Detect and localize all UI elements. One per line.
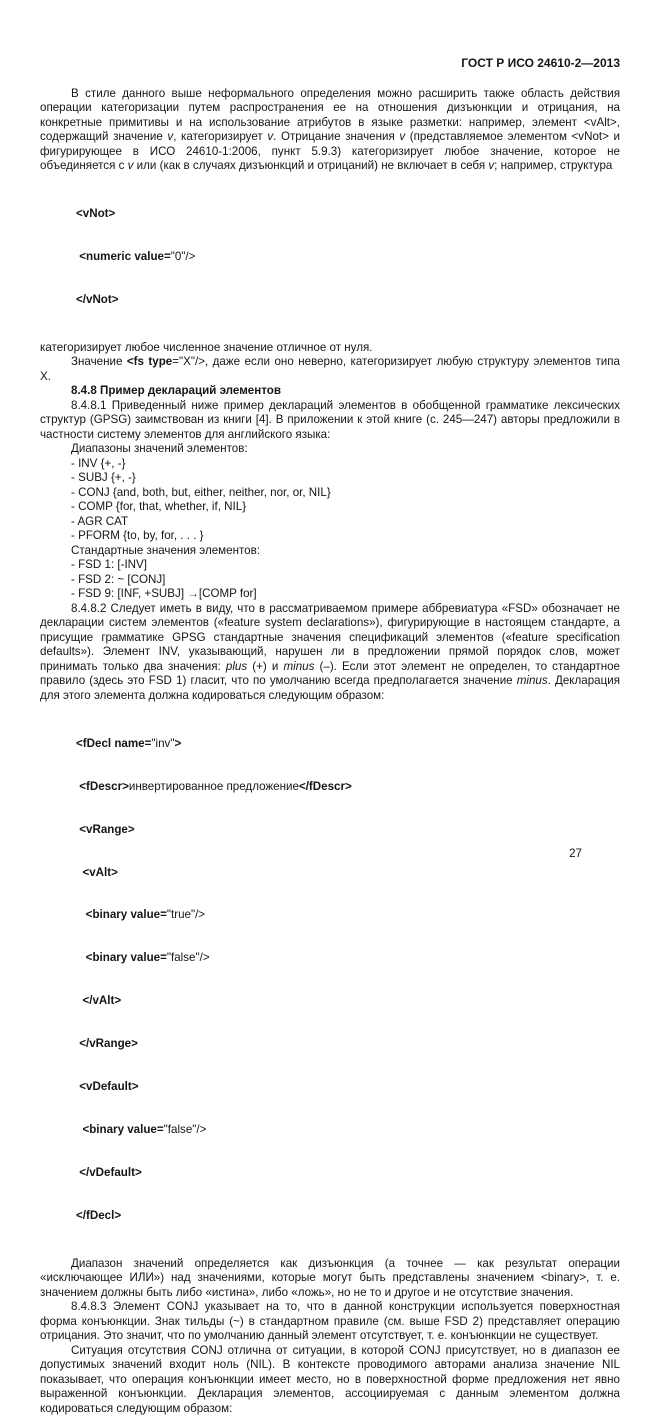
code-line: <binary value="true"/>	[85, 908, 206, 922]
code-line: </vAlt>	[82, 994, 122, 1008]
paragraph-conj-absence: Ситуация отсутствия CONJ отлична от ситуации, в которой CONJ присутствует, но в диапазон ее допустимых значений входит ноль (NIL). В контексте проводимого авторами анализа значение NIL показывает, что операция конъюнкции имеет место, но в поверхностной форме предложения нет явно выраженной конъюнкции. Декларация элементов, ассоциируемая с данным элементом должна кодироваться следующим образом:	[40, 1343, 620, 1415]
running-header: ГОСТ Р ИСО 24610-2—2013	[461, 56, 620, 70]
code-line: <numeric value="0"/>	[79, 249, 196, 263]
paragraph-range-disjunction: Диапазон значений определяется как дизъюнкция (а точнее — как результат операции «исключающее ИЛИ») над значениями, которые могут быть представлены значением <binary>, т. е. значением должны быть либо «истина», либо «ложь», но не то и другое и не отсутствие значения.	[40, 1256, 620, 1299]
feature-ranges-list	[40, 457, 620, 544]
code-block-fdecl	[76, 708, 620, 1251]
page-number: 27	[569, 847, 582, 860]
list-title-ranges: Диапазоны значений элементов:	[71, 442, 248, 456]
code-line: <binary value="false"/>	[85, 951, 210, 965]
paragraph-8-4-8-2: 8.4.8.2 Следует иметь в виду, что в рассматриваемом примере аббревиатура «FSD» обозначает не декларации систем элементов («feature system declarations»), фигурирующие в настоящем стандарте, а присущие грамматике GPSG стандартные значения спецификаций элементов («feature specification defaults»). Элемент INV, указывающий, нарушен ли в предложении прямой порядок слов, может принимать только два значения: plus (+) и minus (–). Если этот элемент не определен, то стандартное правило (здесь это FSD 1) гласит, что по умолчанию всегда предполагается значение minus. Декларация для этого элемента должна кодироваться следующим образом:	[40, 601, 621, 702]
list-item: - FSD 1: [-INV]	[71, 558, 148, 572]
list-item: - INV {+, -}	[71, 456, 126, 470]
section-heading-8-4-8: 8.4.8 Пример деклараций элементов	[71, 384, 281, 398]
list-item: - COMP {for, that, whether, if, NIL}	[71, 500, 247, 514]
paragraph-intro: В стиле данного выше неформального определения можно расширить также область действия операции категоризации путем распространения ее на отношения дизъюнкции и отрицания, на конкретные примитивы и на использование атрибутов в языке разметки: например, элемент <vAlt>, содержащий значение v, категоризирует v. Отрицание значения v (представляемое элементом <vNot> и фигурирующее в ИСО 24610-1:2006, пункт 5.9.3) категоризирует любое значение, которое не объединяется с v или (как в случаях дизъюнкций и отрицаний) не включает в себя v; например, структура	[40, 86, 620, 172]
code-block-vnot	[76, 179, 620, 336]
paragraph-8-4-8-1: 8.4.8.1 Приведенный ниже пример деклараций элементов в обобщенной грамматике лексических структур (GPSG) заимствован из книги [4]. В приложении к этой книге (с. 245—247) авторы предложили в частности систему элементов для английского языка:	[40, 398, 620, 441]
code-line: </vRange>	[79, 1037, 138, 1051]
code-line: <binary value="false"/>	[82, 1122, 207, 1136]
code-line: </fDecl>	[76, 1208, 122, 1222]
code-line: <vRange>	[79, 822, 135, 836]
code-line: <fDescr>инвертированное предложение</fDescr>	[79, 779, 352, 793]
list-item: - AGR CAT	[71, 514, 129, 528]
code-line: <vDefault>	[79, 1079, 139, 1093]
list-item: - CONJ {and, both, but, either, neither, nor, or, NIL}	[71, 485, 331, 499]
list-item: - SUBJ {+, -}	[71, 471, 136, 485]
list-item: - FSD 9: [INF, +SUBJ] →[COMP for]	[71, 587, 257, 601]
code-line: <vNot>	[76, 207, 116, 221]
list-item: - PFORM {to, by, for, . . . }	[71, 529, 204, 543]
paragraph-8-4-8-3: 8.4.8.3 Элемент CONJ указывает на то, что в данной конструкции используется поверхностная форма конъюнкции. Знак тильды (~) в стандартном правиле (см. выше FSD 2) представляет операцию отрицания. Это значит, что по умолчанию данный элемент отсутствует, т. е. конъюнкции не существует.	[40, 1300, 620, 1343]
code-line: <vAlt>	[82, 865, 118, 879]
list-title-defaults: Стандартные значения элементов:	[71, 543, 261, 557]
paragraph-fs-type: Значение <fs type="X"/>, даже если оно неверно, категоризирует любую структуру элементов типа X.	[40, 355, 620, 383]
list-item: - FSD 2: ~ [CONJ]	[71, 572, 166, 586]
paragraph-categorizes: категоризирует любое численное значение отличное от нуля.	[40, 340, 373, 354]
code-line: <fDecl name="inv">	[76, 736, 182, 750]
feature-defaults-list	[40, 558, 620, 602]
code-line: </vDefault>	[79, 1165, 142, 1179]
code-line: </vNot>	[76, 292, 119, 306]
